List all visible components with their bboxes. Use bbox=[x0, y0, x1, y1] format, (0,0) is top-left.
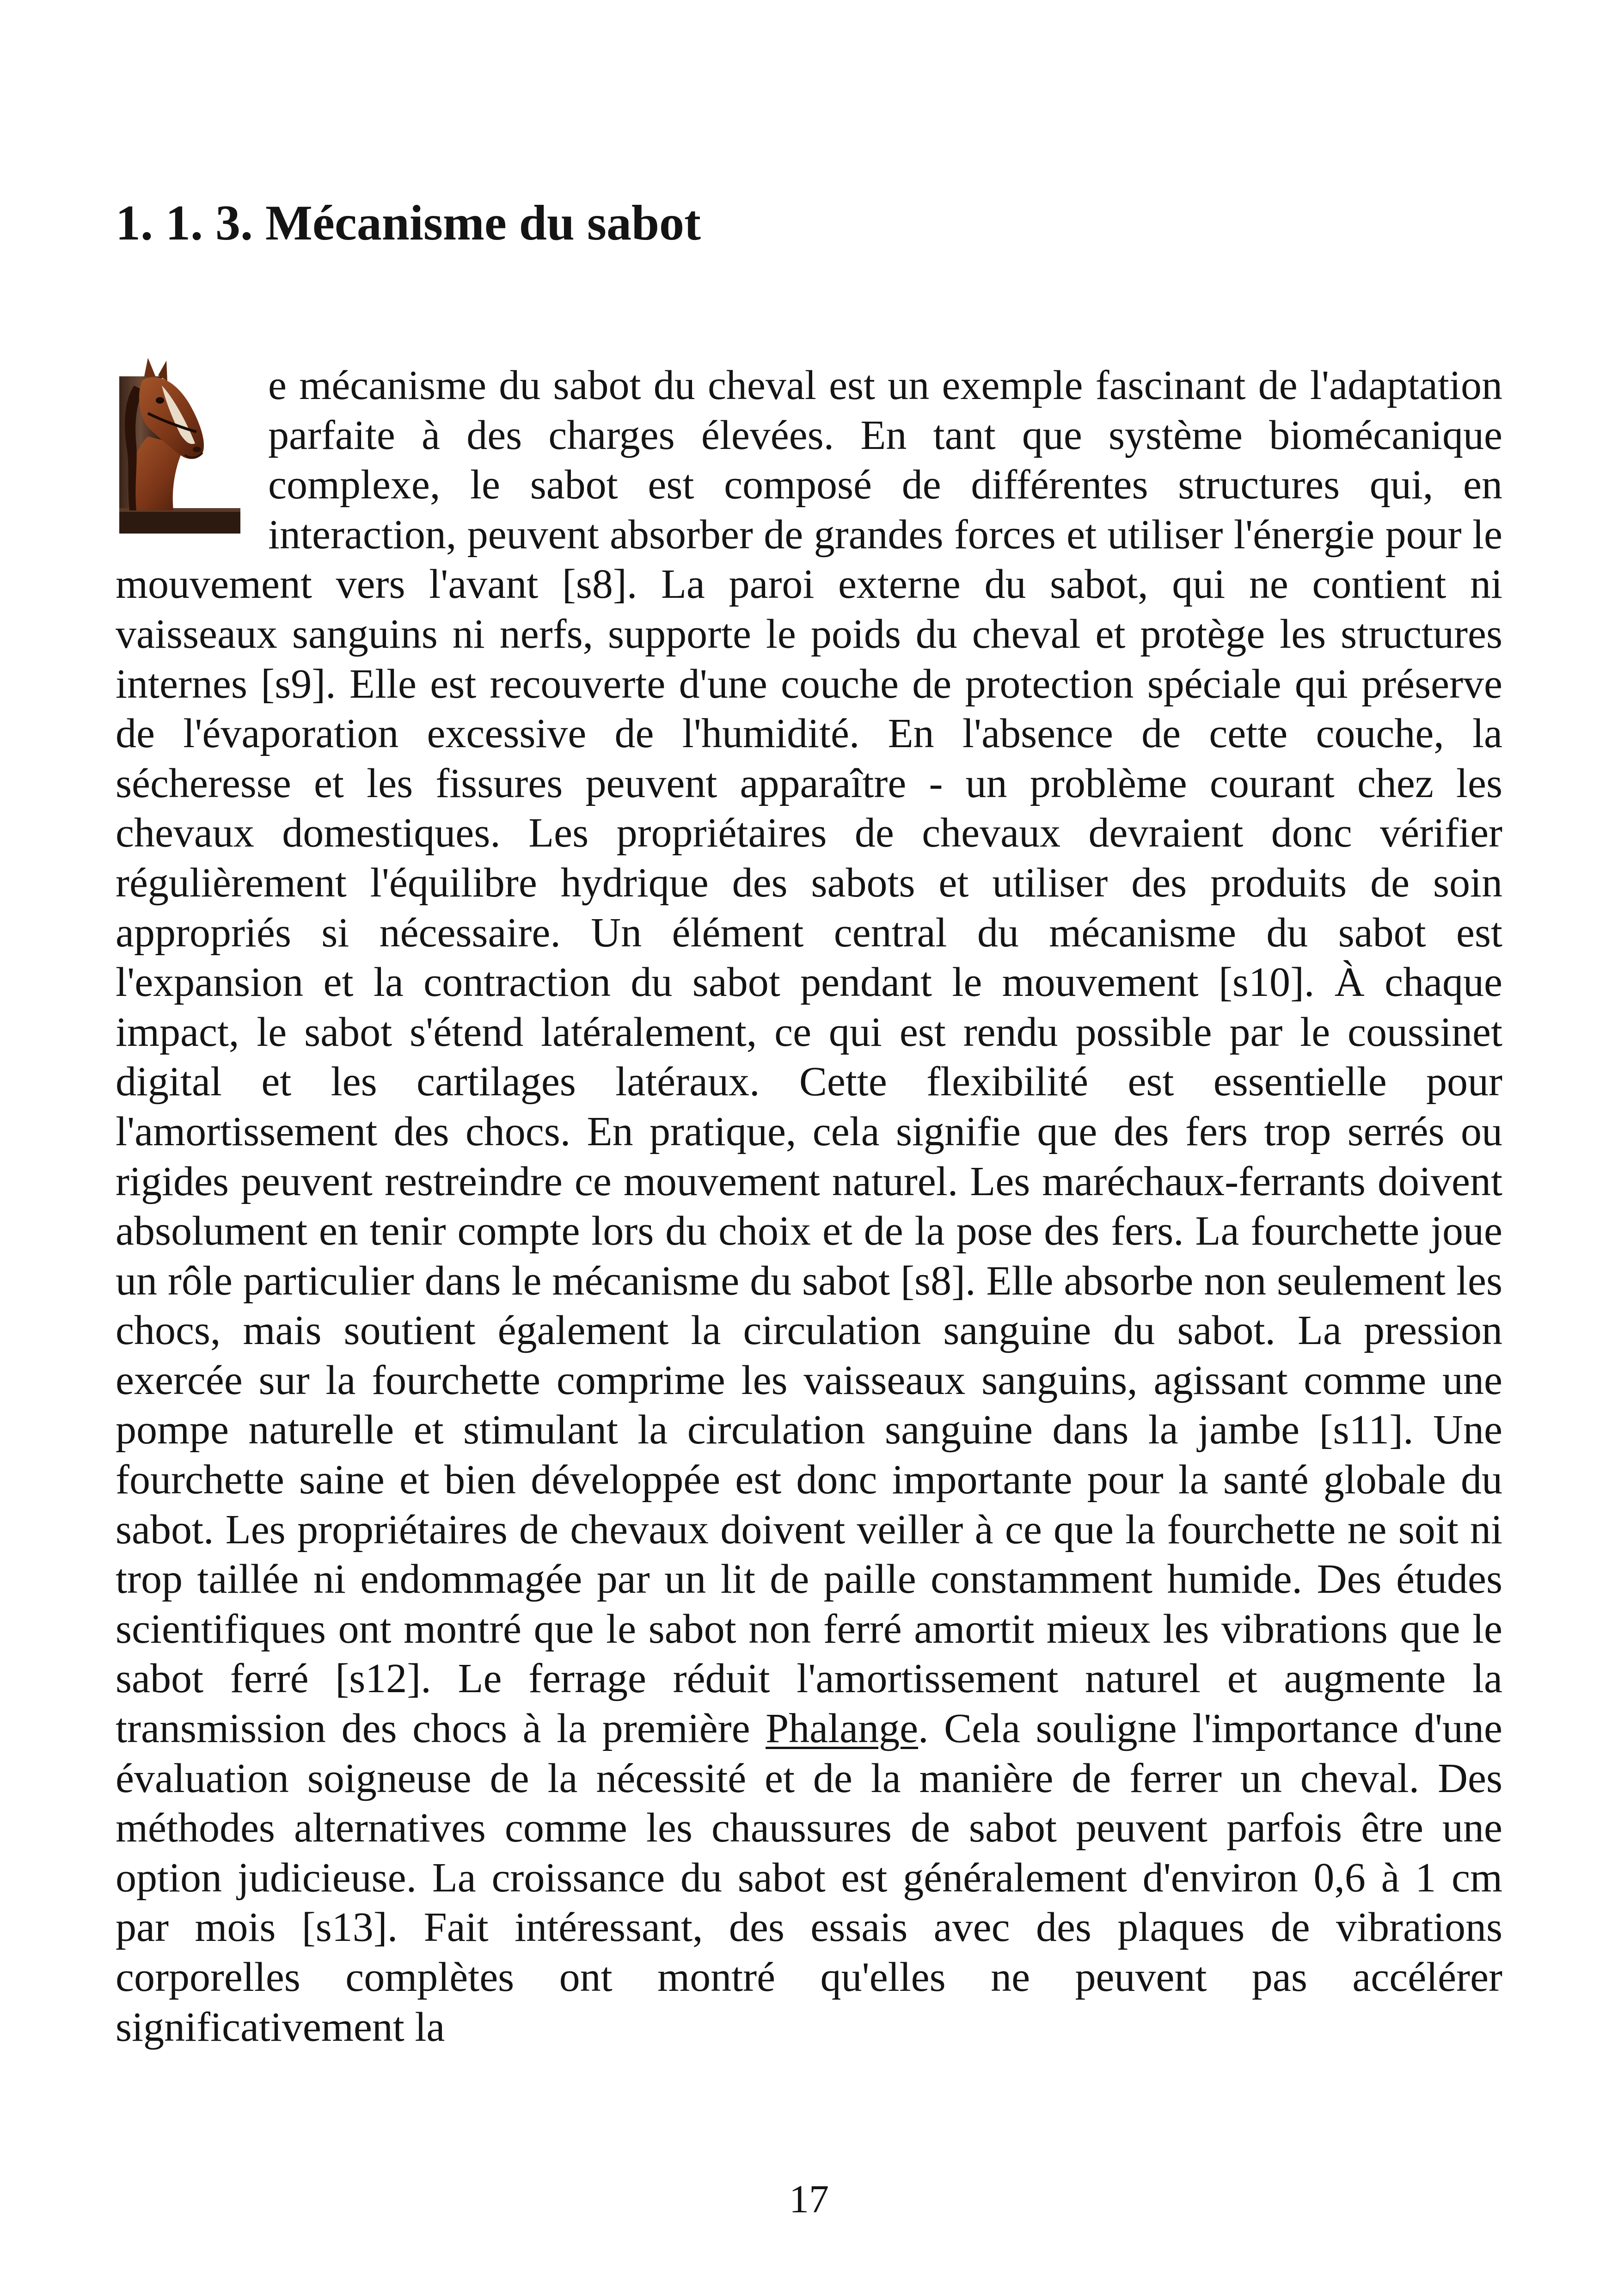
page-number: 17 bbox=[789, 2177, 829, 2221]
horse-head-letter-L-icon bbox=[116, 358, 254, 557]
phalange-link[interactable]: Phalange bbox=[766, 1706, 919, 1752]
section-title: 1. 1. 3. Mécanisme du sabot bbox=[116, 196, 701, 251]
body-text-part-1: e mécanisme du sabot du cheval est un exemple fascinant de l'adaptation parfaite à des charges élevées. En tant que système biomécanique complexe, le sabot est composé de différentes structures qui, en interaction, peuvent absorber de grandes forces et utiliser l'énergie pour le mouvement vers l'avant [s8]. La paroi externe du sabot, qui ne contient ni vaisseaux sanguins ni nerfs, supporte le poids du cheval et protège les structures internes [s9]. Elle est recouverte d'une couche de protection spéciale qui préserve de l'évaporation excessive de l'humidité. En l'absence de cette couche, la sécheresse et les fissures peuvent apparaître - un problème courant chez les chevaux domestiques. Les propriétaires de chevaux devraient donc vérifier régulièrement l'équilibre hydrique des sabots et utiliser des produits de soin appropriés si nécessaire. Un élément central du mécanisme du sabot est l'expansion et la contraction du sabot pendant le mouvement [s10]. À chaque impact, le sabot s'étend latéralement, ce qui est rendu possible par le coussinet digital et les cartilages latéraux. Cette flexibilité est essentielle pour l'amortissement des chocs. En pratique, cela signifie que des fers trop serrés ou rigides peuvent restreindre ce mouvement naturel. Les maréchaux-ferrants doivent absolument en tenir compte lors du choix et de la pose des fers. La fourchette joue un rôle particulier dans le mécanisme du sabot [s8]. Elle absorbe non seulement les chocs, mais soutient également la circulation sanguine du sabot. La pression exercée sur la fourchette comprime les vaisseaux sanguins, agissant comme une pompe naturelle et stimulant la circulation sanguine dans la jambe [s11]. Une fourchette saine et bien développée est donc importante pour la santé globale du sabot. Les propriétaires de chevaux doivent veiller à ce que la fourchette ne soit ni trop taillée ni endommagée par un lit de paille constamment humide. Des études scientifiques ont montré que le sabot non ferré amortit mieux les vibrations que le sabot ferré [s12]. Le ferrage réduit l'amortissement naturel et augmente la transmission des chocs à la première bbox=[116, 362, 1502, 1752]
body-paragraph bbox=[116, 361, 1502, 2052]
body-text-part-2: . Cela souligne l'importance d'une évaluation soigneuse de la nécessité et de la manière de ferrer un cheval. Des méthodes alternatives comme les chaussures de sabot peuvent parfois être une option judicieuse. La croissance du sabot est généralement d'environ 0,6 à 1 cm par mois [s13]. Fait intéressant, des essais avec des plaques de vibrations corporelles complètes ont montré qu'elles ne peuvent pas accélérer significativement la bbox=[116, 1706, 1502, 2050]
